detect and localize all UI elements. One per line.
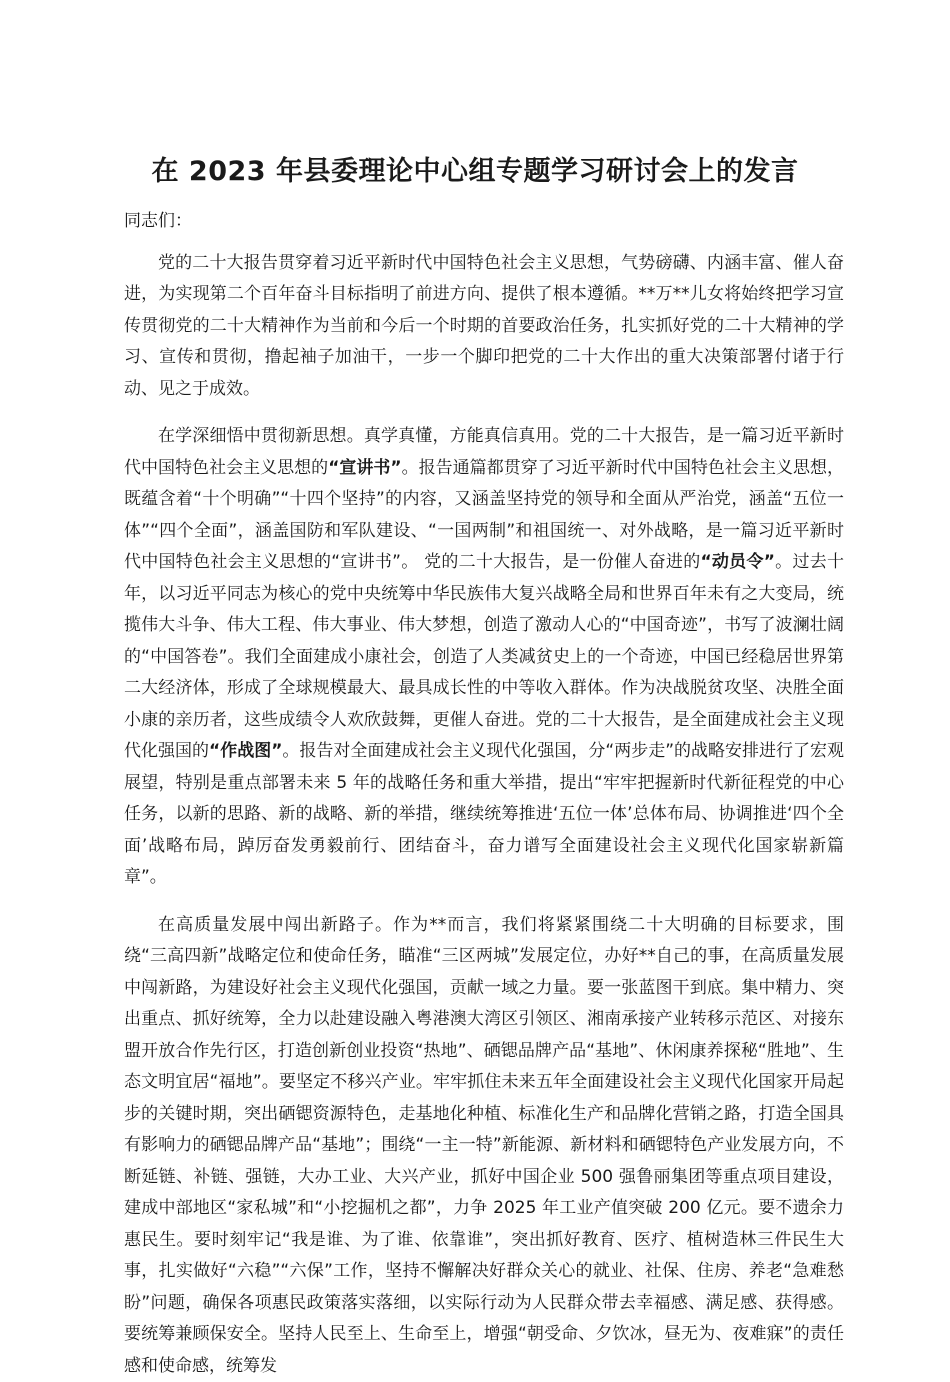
emphasis-quote: “动员令” xyxy=(700,552,774,572)
paragraph-new-thought xyxy=(124,421,844,894)
paragraph-high-quality-development: 在高质量发展中闯出新路子。作为**而言，我们将紧紧围绕二十大明确的目标要求，围绕“三高四新”战略定位和使命任务，瞄准“三区两城”发展定位，办好**自己的事，在高质量发展中闯新路，为建设好社会主义现代化强国，贡献一域之力量。要一张蓝图干到底。集中精力、突出重点、抓好统筹，全力以赴建设融入粤港澳大湾区引领区、湘南承接产业转移示范区、对接东盟开放合作先行区，打造创新创业投资“热地”、硒锶品牌产品“基地”、休闲康养探秘“胜地”、生态文明宜居“福地”。要坚定不移兴产业。牢牢抓住未来五年全面建设社会主义现代化国家开局起步的关键时期，突出硒锶资源特色，走基地化种植、标准化生产和品牌化营销之路，打造全国具有影响力的硒锶品牌产品“基地”；围绕“一主一特”新能源、新材料和硒锶特色产业发展方向，不断延链、补链、强链，大办工业、大兴产业，抓好中国企业 500 强鲁丽集团等重点项目建设，建成中部地区“家私城”和“小挖掘机之都”，力争 2025 年工业产值突破 200 亿元。要不遗余力惠民生。要时刻牢记“我是谁、为了谁、依靠谁”，突出抓好教育、医疗、植树造林三件民生大事，扎实做好“六稳”“六保”工作，坚持不懈解决好群众关心的就业、社保、住房、养老“急难愁盼”问题，确保各项惠民政策落实落细，以实际行动为人民群众带去幸福感、满足感、获得感。要统筹兼顾保安全。坚持人民至上、生命至上，增强“朝受命、夕饮冰，昼无为、夜难寐”的责任感和使命感，统筹发 xyxy=(124,910,844,1382)
paragraph-intro: 党的二十大报告贯穿着习近平新时代中国特色社会主义思想，气势磅礴、内涵丰富、催人奋进，为实现第二个百年奋斗目标指明了前进方向、提供了根本遵循。**万**儿女将始终把学习宣传贯彻党的二十大精神作为当前和今后一个时期的首要政治任务，扎实抓好党的二十大精神的学习、宣传和贯彻，撸起袖子加油干，一步一个脚印把党的二十大作出的重大决策部署付诸于行动、见之于成效。 xyxy=(124,248,844,406)
paragraph-text: 。报告对全面建成社会主义现代化强国，分“两步走”的战略安排进行了宏观展望，特别是重点部署未来 5 年的战略任务和重大举措，提出“牢牢把握新时代新征程党的中心任务，以新的思路、新的战略、新的举措，继续统筹推进‘五位一体’总体布局、协调推进‘四个全面’战略布局，踔厉奋发勇毅前行、团结奋斗，奋力谱写全面建设社会主义现代化国家崭新篇章”。 xyxy=(124,741,844,887)
emphasis-quote: “作战图” xyxy=(209,741,282,761)
paragraph-text: 。过去十年，以习近平同志为核心的党中央统筹中华民族伟大复兴战略全局和世界百年未有之大变局，统揽伟大斗争、伟大工程、伟大事业、伟大梦想，创造了激动人心的“中国奇迹”，书写了波澜壮阔的“中国答卷”。我们全面建成小康社会，创造了人类减贫史上的一个奇迹，中国已经稳居世界第二大经济体，形成了全球规模最大、最具成长性的中等收入群体。作为决战脱贫攻坚、决胜全面小康的亲历者，这些成绩令人欢欣鼓舞，更催人奋进。党的二十大报告，是全面建成社会主义现代化强国的 xyxy=(124,552,844,761)
paragraph-text: 在学深细悟中贯彻新思想。真学真懂，方能真信真用。党的二十大报告，是一篇习近平新时代中国特色社会主义思想的 xyxy=(124,426,844,478)
salutation: 同志们： xyxy=(124,206,844,238)
paragraph-text: 。报告通篇都贯穿了习近平新时代中国特色社会主义思想，既蕴含着“十个明确”“十四个坚持”的内容，又涵盖坚持党的领导和全面从严治党，涵盖“五位一体”“四个全面”，涵盖国防和军队建设、“一国两制”和祖国统一、对外战略，是一篇习近平新时代中国特色社会主义思想的“宣讲书”。 党的二十大报告，是一份催人奋进的 xyxy=(124,458,844,573)
document-title: 在 2023 年县委理论中心组专题学习研讨会上的发言 xyxy=(0,150,950,194)
emphasis-quote: “宣讲书” xyxy=(328,458,401,478)
document-body xyxy=(124,206,844,1382)
